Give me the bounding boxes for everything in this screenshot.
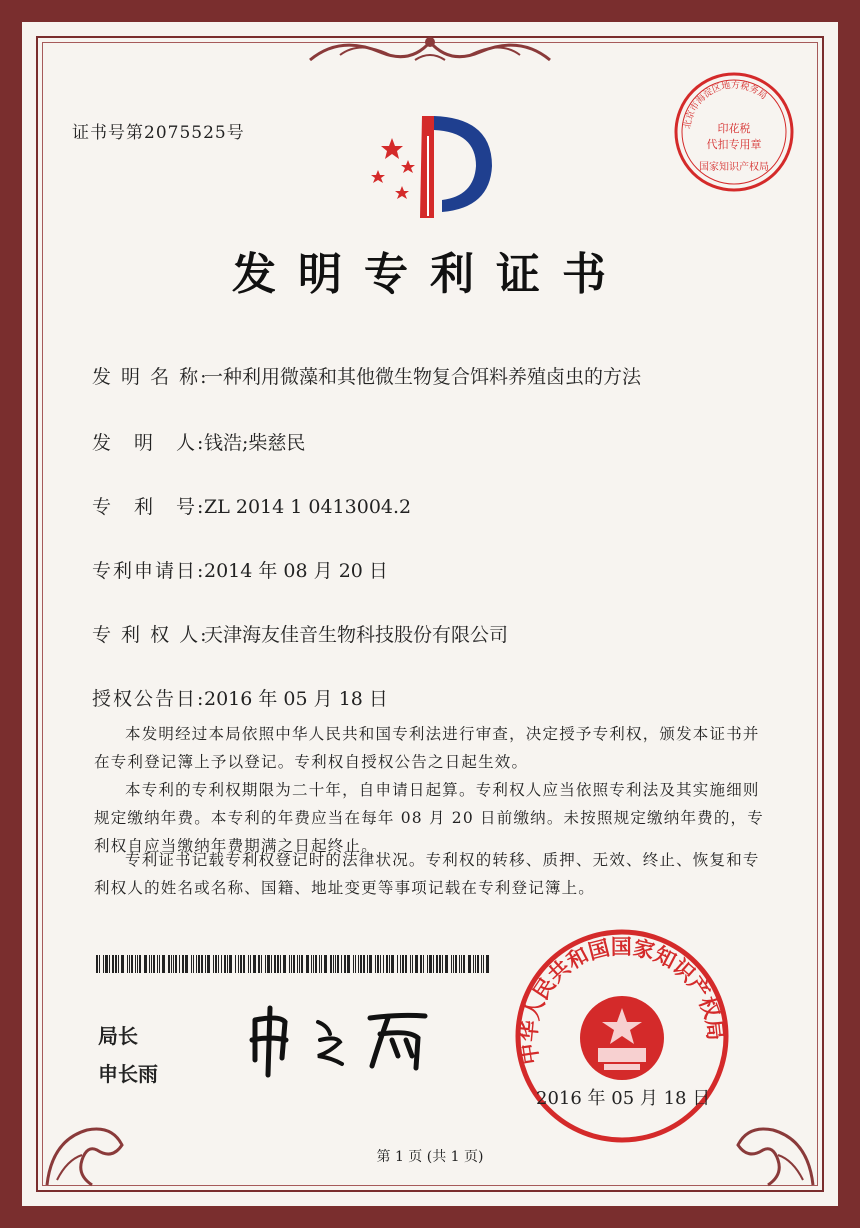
field-value: ZL 2014 1 0413004.2 (204, 496, 412, 518)
barcode-bar (105, 955, 108, 973)
barcode-bar (429, 955, 432, 973)
field-value: 2016 年 05 月 18 日 (204, 688, 388, 710)
barcode-bar (162, 955, 165, 973)
barcode-bar (301, 955, 303, 973)
barcode-bar (215, 955, 217, 973)
barcode-bar (293, 955, 295, 973)
field-application-date (92, 556, 388, 583)
barcode-bar (347, 955, 350, 973)
barcode-bar (248, 955, 249, 973)
barcode-bar (439, 955, 441, 973)
barcode-bar (283, 955, 286, 973)
barcode-bar (131, 955, 133, 973)
svg-text:代扣专用章: 代扣专用章 (706, 138, 762, 151)
barcode-bar (258, 955, 260, 973)
barcode-bar (477, 955, 479, 973)
barcode-bar (277, 955, 279, 973)
barcode-bar (405, 955, 407, 973)
barcode-bar (445, 955, 448, 973)
barcode-bar (363, 955, 365, 973)
patent-office-logo (362, 108, 502, 226)
barcode-bar (271, 955, 272, 973)
barcode-bar (253, 955, 256, 973)
field-patentee (92, 620, 508, 647)
barcode-bar (280, 955, 281, 973)
svg-text:中华人民共和国国家知识产权局: 中华人民共和国国家知识产权局 (516, 935, 728, 1066)
barcode-bar (153, 955, 155, 973)
barcode-bar (198, 955, 200, 973)
field-value: 一种利用微藻和其他微生物复合饵料养殖卤虫的方法 (204, 366, 642, 388)
barcode-bar (333, 955, 334, 973)
certificate-number: 证书号第2075525号 (72, 123, 245, 143)
barcode-bar (427, 955, 428, 973)
barcode-bar (191, 955, 192, 973)
barcode-bar (400, 955, 401, 973)
barcode-bar (173, 955, 174, 973)
barcode-bar (218, 955, 219, 973)
field-value: 2014 年 08 月 20 日 (204, 560, 388, 582)
barcode-bar (380, 955, 381, 973)
barcode-bar (229, 955, 232, 973)
barcode-bar (375, 955, 376, 973)
barcode-bar (179, 955, 180, 973)
barcode-bar (224, 955, 226, 973)
barcode-bar (369, 955, 372, 973)
handwritten-signature (240, 1000, 440, 1080)
barcode-bar (159, 955, 160, 973)
barcode-bar (185, 955, 188, 973)
barcode-bar (291, 955, 292, 973)
barcode-bar (193, 955, 194, 973)
field-patent-number (92, 492, 411, 519)
barcode-bar (341, 955, 342, 973)
director-name: 申长雨 (98, 1062, 158, 1086)
barcode-bar (391, 955, 394, 973)
barcode-bar (297, 955, 298, 973)
barcode-bar (96, 955, 98, 973)
field-invention-name (92, 362, 641, 389)
barcode-bar (461, 955, 462, 973)
barcode-bar (459, 955, 460, 973)
barcode-bar (410, 955, 411, 973)
barcode-bar (168, 955, 170, 973)
barcode-bar (337, 955, 339, 973)
barcode-bar (319, 955, 320, 973)
barcode-bar (389, 955, 390, 973)
barcode-bar (267, 955, 270, 973)
barcode-bar (423, 955, 424, 973)
barcode-bar (99, 955, 100, 973)
barcode-bar (213, 955, 214, 973)
barcode-bar (367, 955, 368, 973)
field-label: 专 利 号: (92, 496, 206, 518)
barcode-bar (103, 955, 104, 973)
barcode-bar (324, 955, 327, 973)
barcode-bar (313, 955, 314, 973)
barcode-bar (397, 955, 398, 973)
barcode-bar (118, 955, 119, 973)
barcode-bar (149, 955, 150, 973)
barcode-bar (306, 955, 309, 973)
barcode-bar (115, 955, 117, 973)
barcode-bar (475, 955, 476, 973)
barcode-bar (127, 955, 128, 973)
top-ornament (300, 30, 560, 70)
certificate-title: 发明专利证书 (232, 249, 628, 300)
barcode-bar (274, 955, 276, 973)
barcode-bar (433, 955, 434, 973)
barcode-bar (135, 955, 136, 973)
barcode-bar (330, 955, 332, 973)
svg-text:国家知识产权局: 国家知识产权局 (699, 162, 769, 173)
barcode-bar (486, 955, 489, 973)
barcode-bar (442, 955, 443, 973)
barcode-bar (358, 955, 359, 973)
barcode-bar (377, 955, 379, 973)
field-value: 天津海友佳音生物科技股份有限公司 (204, 624, 509, 646)
field-grant-date (92, 684, 388, 711)
barcode-bar (201, 955, 203, 973)
field-label: 发 明 名 称: (92, 366, 209, 388)
corner-ornament-bottom-left (42, 1100, 132, 1190)
barcode-bar (453, 955, 454, 973)
director-title: 局长 (98, 1024, 138, 1048)
barcode-bar (412, 955, 413, 973)
field-value: 钱浩;柴慈民 (204, 432, 306, 454)
barcode-bar (238, 955, 239, 973)
barcode-bar (451, 955, 452, 973)
barcode-bar (311, 955, 312, 973)
barcode-bar (261, 955, 262, 973)
barcode-bar (483, 955, 484, 973)
barcode-bar (415, 955, 418, 973)
barcode-bar (109, 955, 110, 973)
barcode-bar (265, 955, 266, 973)
field-label: 专 利 权 人: (92, 624, 209, 646)
barcode-bar (205, 955, 206, 973)
barcode-bar (473, 955, 474, 973)
barcode-bar (420, 955, 422, 973)
barcode-bar (353, 955, 354, 973)
barcode-bar (157, 955, 158, 973)
page-number: 第 1 页 (共 1 页) (376, 1149, 484, 1165)
barcode-bar (463, 955, 465, 973)
barcode-bar (386, 955, 388, 973)
field-label: 发 明 人: (92, 432, 206, 454)
svg-text:印花税: 印花税 (717, 122, 751, 135)
barcode-bar (402, 955, 404, 973)
barcode-bar (315, 955, 317, 973)
barcode-bar (182, 955, 184, 973)
barcode-bar (355, 955, 356, 973)
barcode-bar (240, 955, 242, 973)
barcode-bar (221, 955, 222, 973)
barcode-bar (121, 955, 124, 973)
barcode (96, 955, 496, 973)
barcode-bar (468, 955, 471, 973)
barcode-bar (481, 955, 482, 973)
corner-ornament-bottom-right (728, 1100, 818, 1190)
barcode-bar (171, 955, 172, 973)
official-seal (512, 926, 732, 1146)
barcode-bar (207, 955, 210, 973)
barcode-bar (360, 955, 362, 973)
barcode-bar (335, 955, 336, 973)
barcode-bar (235, 955, 236, 973)
barcode-bar (436, 955, 438, 973)
barcode-bar (129, 955, 130, 973)
barcode-bar (112, 955, 114, 973)
barcode-bar (250, 955, 251, 973)
barcode-bar (227, 955, 228, 973)
body-paragraph-2: 本专利的专利权期限为二十年，自申请日起算。专利权人应当依照专利法及其实施细则规定缴纳年费。本专利的年费应当在每年 08 月 20 日前缴纳。未按照规定缴纳年费的，专利权自应当缴纳年费期满之日起终止。 (94, 781, 764, 855)
issue-date: 2016 年 05 月 18 日 (536, 1088, 711, 1109)
svg-text:北京市海淀区地方税务局: 北京市海淀区地方税务局 (682, 80, 769, 130)
body-paragraph-3: 专利证书记载专利权登记时的法律状况。专利权的转移、质押、无效、终止、恢复和专利权人的姓名或名称、国籍、地址变更等事项记载在专利登记簿上。 (94, 851, 760, 897)
barcode-bar (196, 955, 197, 973)
barcode-bar (455, 955, 457, 973)
barcode-bar (321, 955, 322, 973)
barcode-bar (139, 955, 141, 973)
barcode-bar (175, 955, 177, 973)
field-label: 授权公告日: (92, 688, 206, 710)
tax-stamp-seal (672, 70, 796, 194)
barcode-bar (243, 955, 245, 973)
barcode-bar (151, 955, 152, 973)
barcode-bar (383, 955, 384, 973)
barcode-bar (299, 955, 300, 973)
barcode-bar (344, 955, 346, 973)
body-paragraph-1: 本发明经过本局依照中华人民共和国专利法进行审查，决定授予专利权，颁发本证书并在专利登记簿上予以登记。专利权自授权公告之日起生效。 (94, 725, 760, 771)
barcode-bar (289, 955, 290, 973)
field-inventor (92, 428, 305, 455)
barcode-bar (144, 955, 147, 973)
field-label: 专利申请日: (92, 560, 206, 582)
barcode-bar (137, 955, 138, 973)
